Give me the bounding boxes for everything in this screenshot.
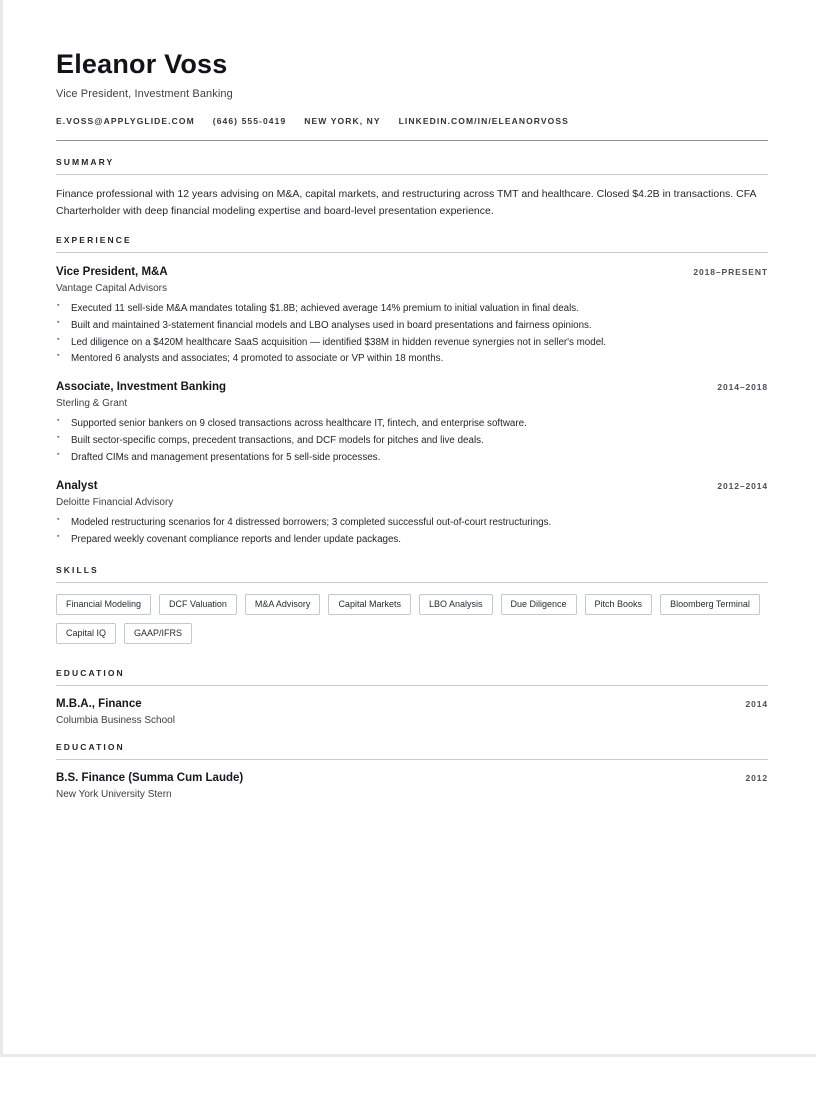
job-bullet: ▪ Drafted CIMs and management presentations for 5 sell-side processes. (56, 450, 768, 467)
skill-chip: Due Diligence (501, 594, 577, 615)
education-header (56, 698, 768, 710)
section-education-undergraduate (56, 742, 768, 800)
skill-chip: LBO Analysis (419, 594, 493, 615)
page-bottom-edge (0, 1054, 816, 1057)
education-item (56, 772, 768, 800)
job-organization: Deloitte Financial Advisory (56, 496, 174, 508)
experience-item (56, 480, 768, 549)
job-title: Associate, Investment Banking (56, 381, 226, 394)
contact-location: NEW YORK, NY (304, 116, 381, 127)
section-divider (56, 252, 768, 253)
education-degree: B.S. Finance (Summa Cum Laude) (56, 771, 244, 784)
education-item (56, 698, 768, 726)
education-degree: M.B.A., Finance (56, 697, 142, 710)
job-bullet: ▪ Built and maintained 3-statement financial models and LBO analyses used in board presentations and fairness opinions. (56, 318, 768, 335)
education-year: 2012 (745, 772, 768, 783)
page-title: Eleanor Voss (56, 49, 228, 79)
summary-text: Finance professional with 12 years advising on M&A, capital markets, and restructuring across TMT and healthcare. Closed $4.2B in transactions. CFA Charterholder with deep financial modeling expertise and board-level presentation experience. (56, 188, 756, 217)
skill-chip: DCF Valuation (159, 594, 237, 615)
section-divider (56, 759, 768, 760)
education-header (56, 772, 768, 784)
section-divider (56, 685, 768, 686)
skill-chip: Bloomberg Terminal (660, 594, 760, 615)
job-title: Vice President, M&A (56, 265, 168, 278)
job-dates: 2014–2018 (717, 382, 768, 393)
section-divider (56, 582, 768, 583)
section-title-summary: SUMMARY (56, 157, 115, 168)
job-bullet: ▪ Led diligence on a $420M healthcare SaaS acquisition — identified $38M in hidden revenue synergies not in seller's model. (56, 335, 768, 352)
education-school: New York University Stern (56, 788, 172, 800)
job-title: Analyst (56, 479, 98, 492)
section-title-experience: EXPERIENCE (56, 234, 132, 245)
section-summary (56, 157, 768, 219)
skills-list (56, 594, 768, 652)
contact-row (56, 116, 768, 126)
contact-email[interactable]: E.VOSS@APPLYGLIDE.COM (56, 116, 195, 127)
skill-chip: Financial Modeling (56, 594, 151, 615)
section-title-education: EDUCATION (56, 667, 125, 678)
job-bullet: ▪ Mentored 6 analysts and associates; 4 promoted to associate or VP within 18 months. (56, 351, 768, 368)
header-divider (56, 140, 768, 141)
experience-item (56, 381, 768, 467)
experience-header (56, 480, 768, 492)
skill-chip: GAAP/IFRS (124, 623, 192, 644)
job-organization: Vantage Capital Advisors (56, 282, 167, 294)
job-bullet: ▪ Modeled restructuring scenarios for 4 distressed borrowers; 3 completed successful out-of-court restructurings. (56, 515, 768, 532)
section-title-education: EDUCATION (56, 741, 125, 752)
job-bullets (56, 301, 768, 368)
job-bullet: ▪ Prepared weekly covenant compliance reports and lender update packages. (56, 532, 768, 549)
section-divider (56, 174, 768, 175)
job-dates: 2018–PRESENT (693, 266, 768, 277)
skill-chip: Capital Markets (328, 594, 411, 615)
section-title-skills: SKILLS (56, 564, 99, 575)
job-bullet: ▪ Built sector-specific comps, precedent transactions, and DCF models for pitches and live deals. (56, 433, 768, 450)
job-bullets (56, 515, 768, 549)
experience-header (56, 381, 768, 393)
job-dates: 2012–2014 (717, 480, 768, 491)
skill-chip: M&A Advisory (245, 594, 321, 615)
experience-item (56, 266, 768, 368)
job-organization: Sterling & Grant (56, 398, 128, 410)
education-school: Columbia Business School (56, 714, 175, 726)
professional-headline: Vice President, Investment Banking (56, 88, 233, 101)
section-skills (56, 565, 768, 652)
job-bullet: ▪ Supported senior bankers on 9 closed transactions across healthcare IT, fintech, and enterprise software. (56, 416, 768, 433)
job-bullet: ▪ Executed 11 sell-side M&A mandates totaling $1.8B; achieved average 14% premium to initial valuation in final deals. (56, 301, 768, 318)
section-experience (56, 235, 768, 549)
experience-header (56, 266, 768, 278)
skill-chip: Pitch Books (585, 594, 653, 615)
contact-linkedin[interactable]: LINKEDIN.COM/IN/ELEANORVOSS (398, 116, 569, 127)
section-education-graduate (56, 668, 768, 726)
education-year: 2014 (745, 698, 768, 709)
skill-chip: Capital IQ (56, 623, 116, 644)
job-bullets (56, 416, 768, 467)
contact-phone: (646) 555-0419 (212, 116, 287, 127)
